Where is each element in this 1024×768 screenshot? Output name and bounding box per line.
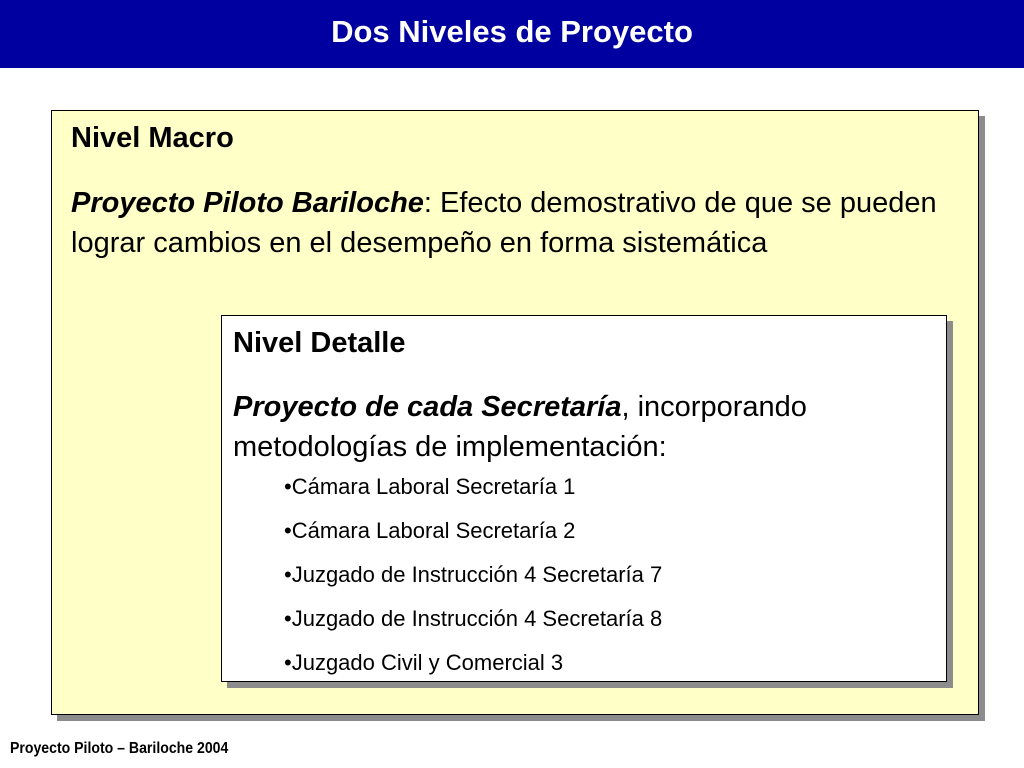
detail-paragraph bbox=[233, 387, 933, 467]
detail-box bbox=[221, 315, 947, 682]
macro-heading: Nivel Macro bbox=[71, 122, 234, 154]
macro-paragraph bbox=[71, 183, 971, 263]
list-item: •Cámara Laboral Secretaría 1 bbox=[284, 474, 576, 499]
detail-emphasis: Proyecto de cada Secretaría bbox=[233, 391, 622, 423]
title-bar bbox=[0, 0, 1024, 68]
list-item: •Juzgado de Instrucción 4 Secretaría 7 bbox=[284, 562, 663, 587]
slide-title: Dos Niveles de Proyecto bbox=[331, 14, 693, 49]
detail-text: , incorporando metodologías de implementación: bbox=[233, 391, 807, 463]
list-item: •Juzgado Civil y Comercial 3 bbox=[284, 650, 564, 675]
list-item: •Cámara Laboral Secretaría 2 bbox=[284, 518, 576, 543]
macro-emphasis: Proyecto Piloto Bariloche bbox=[71, 187, 424, 219]
secretaria-list bbox=[284, 474, 662, 694]
macro-text: : Efecto demostrativo de que se pueden lograr cambios en el desempeño en forma sistemática bbox=[71, 187, 937, 259]
detail-heading: Nivel Detalle bbox=[233, 327, 406, 359]
slide-footer: Proyecto Piloto – Bariloche 2004 bbox=[10, 740, 229, 757]
list-item: •Juzgado de Instrucción 4 Secretaría 8 bbox=[284, 606, 663, 631]
